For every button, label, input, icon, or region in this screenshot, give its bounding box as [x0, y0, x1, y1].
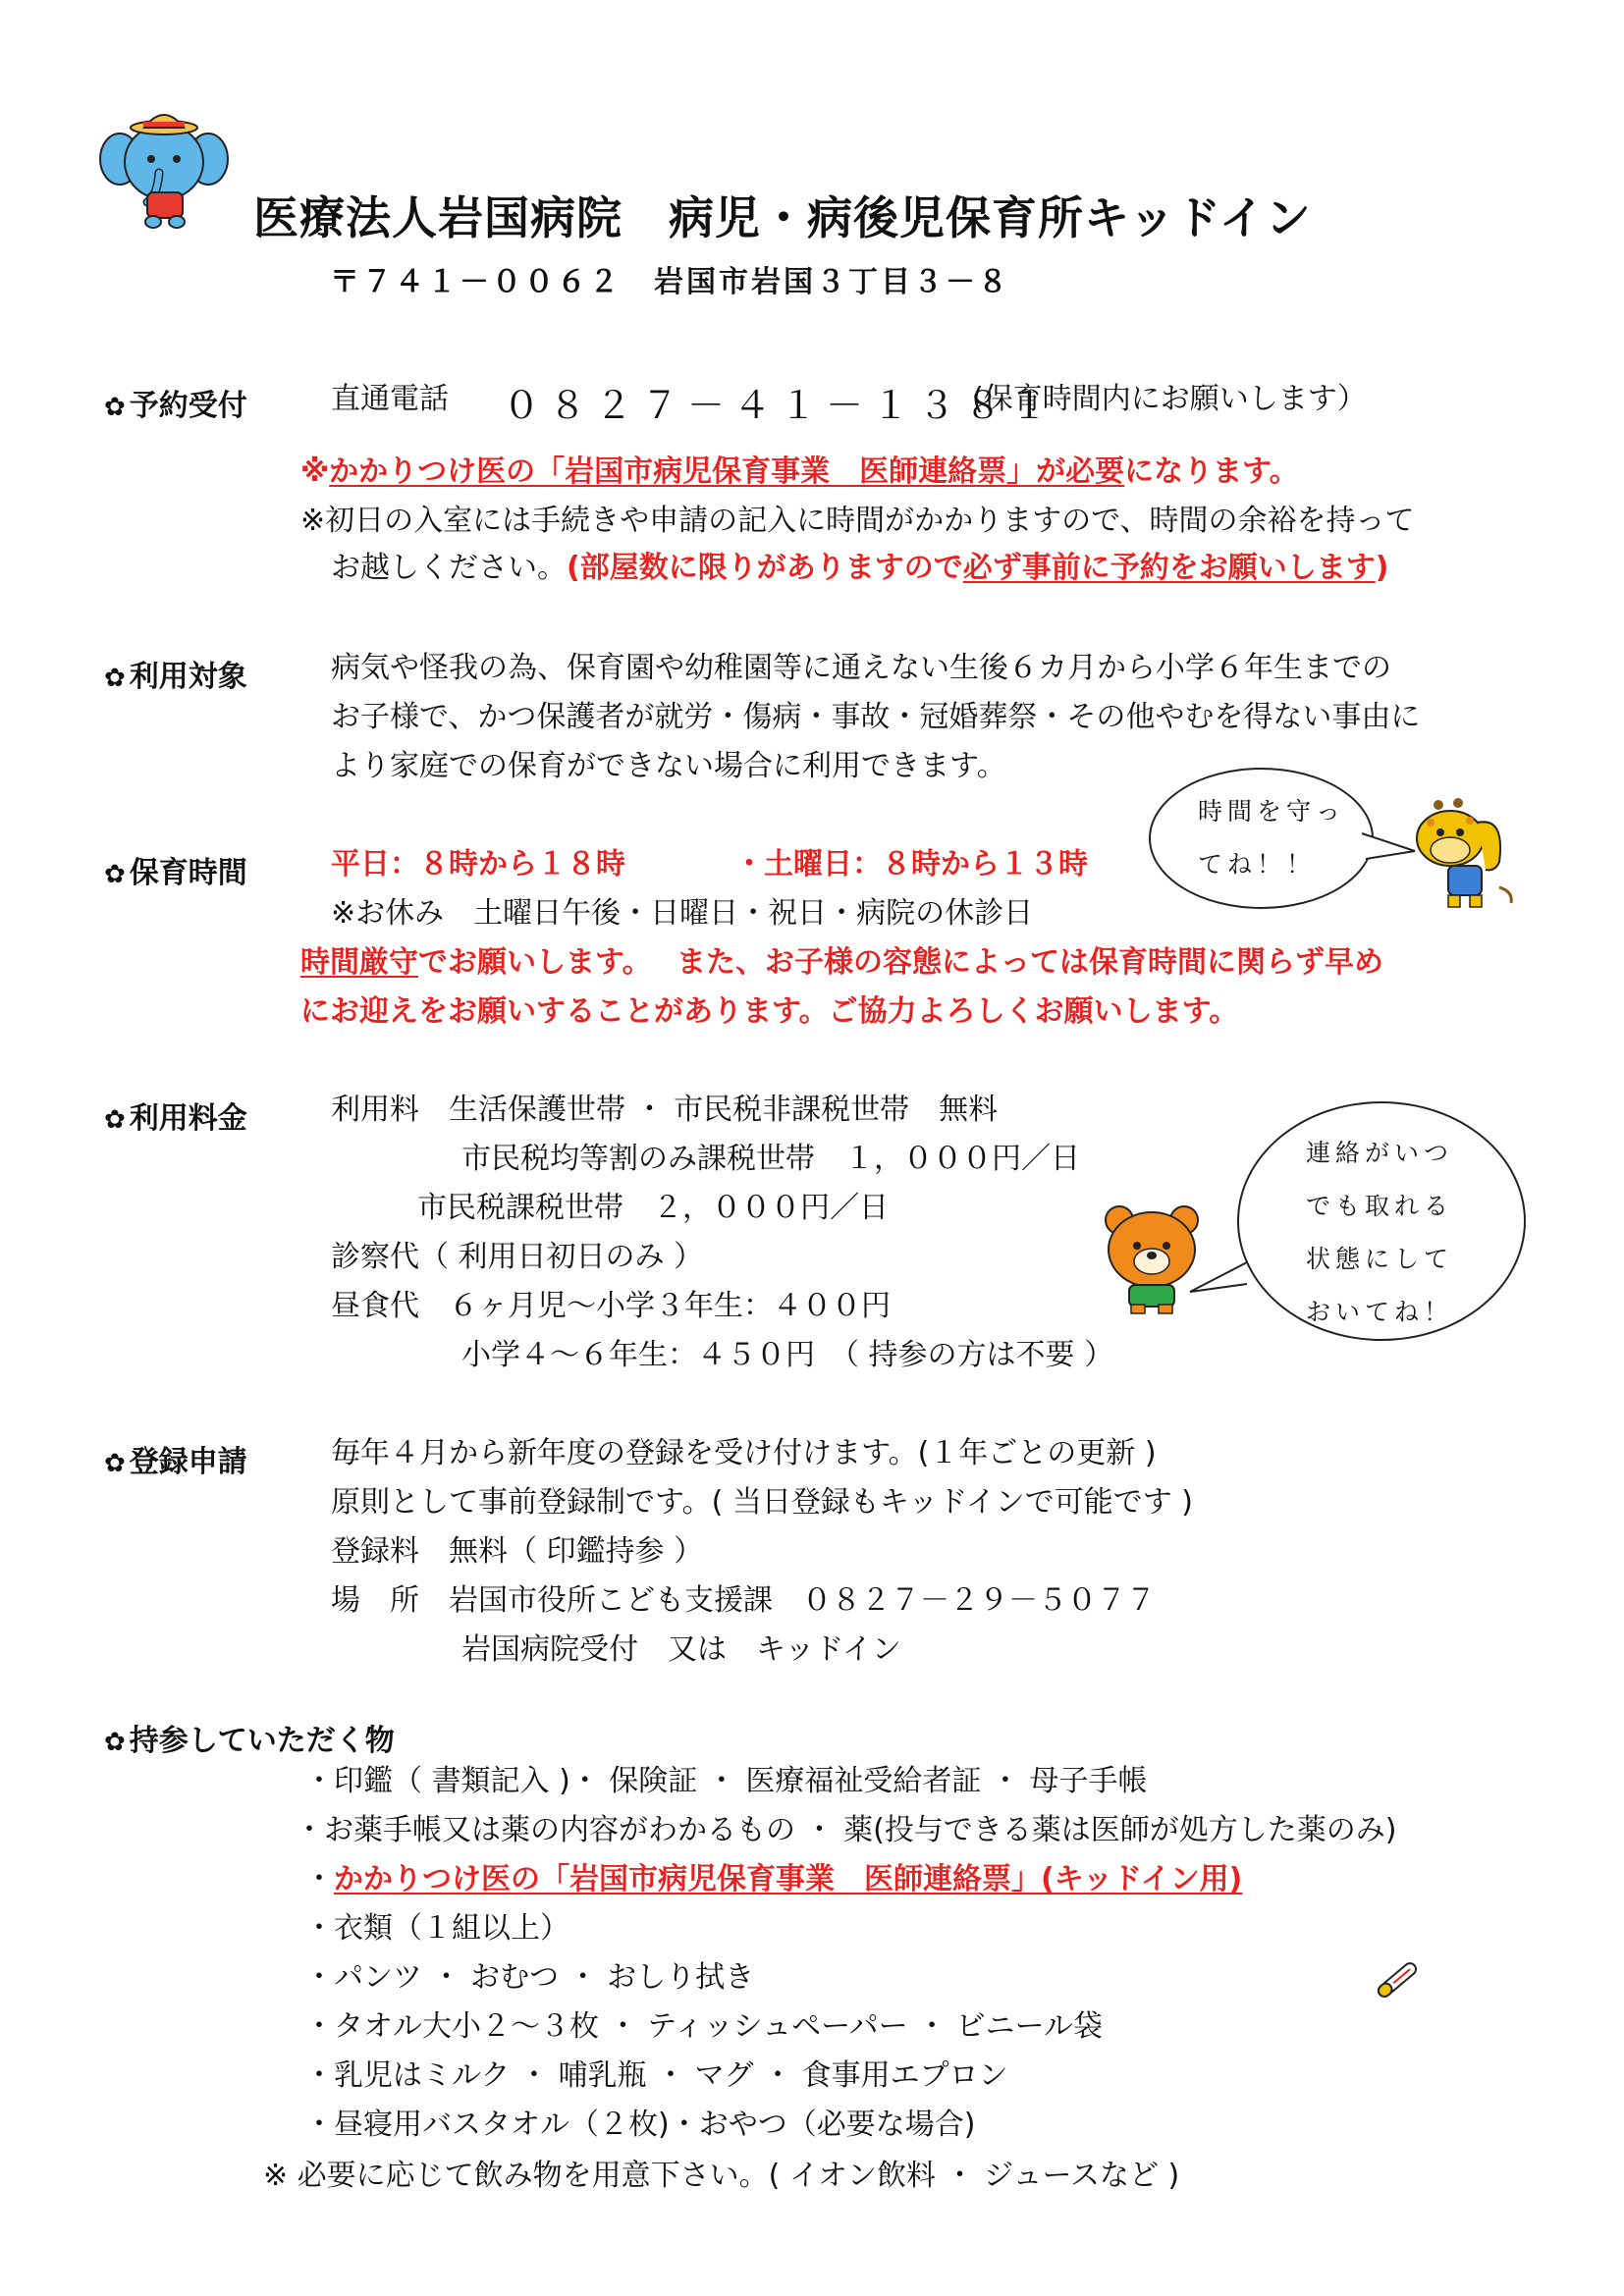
fee-line: 小学４～６年生：４５０円 （ 持参の方は不要 ）: [461, 1338, 1114, 1372]
flower-icon: ✿: [104, 860, 126, 889]
list-item: ・パンツ ・ おむつ ・ おしり拭き: [304, 1960, 755, 1995]
fee-line: 市民税均等割のみ課税世帯 １，０００円／日: [461, 1142, 1080, 1176]
phone-note: (保育時間内にお願いします）: [972, 382, 1367, 416]
section-heading-hours: [104, 848, 247, 891]
fee-line: 市民税課税世帯 ２，０００円／日: [417, 1191, 889, 1225]
note-red-b: ): [1375, 551, 1389, 585]
registration-line: 場 所 岩国市役所こども支援課 ０８２７－２９－５０７７: [331, 1583, 1156, 1618]
flower-icon: ✿: [104, 1105, 126, 1135]
bubble-text-hours: 時間を守ってね！！: [1198, 797, 1346, 879]
drinks-footnote: ※ 必要に応じて飲み物を用意下さい。( イオン飲料 ・ ジュースなど ): [263, 2159, 1180, 2193]
note-red-a: (部屋数に限りがありますので: [567, 551, 963, 585]
heading-text: 利用料金: [129, 1101, 247, 1136]
list-item: ・印鑑（ 書類記入 )・ 保険証 ・ 医療福祉受給者証 ・ 母子手帳: [304, 1764, 1148, 1798]
heading-text: 登録申請: [129, 1445, 247, 1479]
heading-text: 保育時間: [129, 856, 247, 890]
phone-number[interactable]: ０８２７－４１－１３８１: [503, 384, 1057, 427]
required-form-note: [300, 455, 1299, 489]
list-item: ・乳児はミルク ・ 哺乳瓶 ・ マグ ・ 食事用エプロン: [304, 2058, 1008, 2093]
giraffe-mascot-icon: [1409, 793, 1522, 915]
eligibility-line: 病気や怪我の為、保育園や幼稚園等に通えない生後６カ月から小学６年生までの: [331, 651, 1391, 685]
section-heading-reservation: [104, 381, 247, 424]
note-red-underlined: 必ず事前に予約をお願いします: [962, 551, 1376, 585]
note-black: お越しください。: [331, 551, 567, 585]
list-item: ・昼寝用バスタオル（２枚)・おやつ（必要な場合): [304, 2108, 976, 2142]
punctuality-note-line2: にお迎えをお願いすることがあります。ご協力よろしくお願いします。: [300, 994, 1239, 1029]
registration-line: 毎年４月から新年度の登録を受け付けます。(１年ごとの更新 ): [331, 1436, 1157, 1470]
list-bullet: ・: [304, 1862, 334, 1896]
first-day-note-line2: [331, 552, 1388, 585]
flower-icon: ✿: [104, 1449, 126, 1478]
flower-icon: ✿: [104, 1728, 126, 1757]
heading-text: 予約受付: [129, 389, 247, 423]
section-heading-items: [104, 1716, 395, 1759]
weekday-hours: 平日：８時から１８時: [331, 847, 625, 881]
eligibility-line: お子様で、かつ保護者が就労・傷病・事故・冠婚葬祭・その他やむを得ない事由に: [331, 700, 1421, 734]
note-mark: ※: [300, 454, 330, 489]
registration-line: 原則として事前登録制です。( 当日登録もキッドインで可能です ): [331, 1485, 1193, 1520]
thermometer-icon: [1369, 1953, 1426, 2010]
bubble-text-fees: 連絡がいつでも取れる状態にしておいてね！: [1306, 1139, 1454, 1326]
list-item-required-form: [304, 1863, 1242, 1896]
note-underlined: かかりつけ医の「岩国市病児保育事業 医師連絡票」が必要: [329, 454, 1125, 489]
heading-text: 利用対象: [129, 660, 247, 694]
punctuality-underlined: 時間厳守: [300, 945, 418, 980]
flower-icon: ✿: [104, 664, 126, 693]
section-heading-fees: [104, 1094, 247, 1137]
list-item: ・お薬手帳又は薬の内容がわかるもの ・ 薬(投与できる薬は医師が処方した薬のみ): [295, 1813, 1397, 1847]
first-day-note-line1: ※初日の入室には手続きや申請の記入に時間がかかりますので、時間の余裕を持って: [300, 504, 1415, 538]
section-heading-eligibility: [104, 652, 247, 695]
bear-mascot-icon: [1098, 1202, 1206, 1319]
registration-line: 登録料 無料（ 印鑑持参 ）: [331, 1534, 704, 1569]
section-heading-registration: [104, 1437, 247, 1480]
list-item: ・タオル大小２～３枚 ・ ティッシュペーパー ・ ビニール袋: [304, 2009, 1104, 2044]
fee-line: 昼食代 ６ヶ月児～小学３年生：４００円: [331, 1289, 891, 1323]
address: 〒７４１－００６２ 岩国市岩国３丁目３－８: [330, 265, 1010, 299]
elephant-mascot-icon: [98, 108, 231, 235]
fee-line: 診察代（ 利用日初日のみ ）: [331, 1240, 704, 1274]
punctuality-note-line1: [300, 946, 1383, 980]
punctuality-rest: でお願いします。 また、お子様の容態によっては保育時間に関らず早め: [418, 945, 1384, 980]
note-rest: になります。: [1124, 454, 1299, 489]
flower-icon: ✿: [104, 393, 126, 422]
registration-line: 岩国病院受付 又は キッドイン: [461, 1632, 901, 1667]
list-item: ・衣類（１組以上）: [304, 1911, 569, 1946]
saturday-hours: ・土曜日：８時から１３時: [734, 847, 1088, 881]
required-form-item: かかりつけ医の「岩国市病児保育事業 医師連絡票」(キッドイン用): [334, 1862, 1243, 1896]
eligibility-line: より家庭での保育ができない場合に利用できます。: [331, 749, 1006, 783]
page-title: 医療法人岩国病院 病児・病後児保育所キッドイン: [253, 191, 1312, 244]
heading-text: 持参していただく物: [129, 1724, 395, 1758]
fee-line: 利用料 生活保護世帯 ・ 市民税非課税世帯 無料: [331, 1093, 999, 1127]
phone-label: 直通電話: [331, 382, 449, 416]
closed-days: ※お休み 土曜日午後・日曜日・祝日・病院の休診日: [331, 896, 1034, 931]
